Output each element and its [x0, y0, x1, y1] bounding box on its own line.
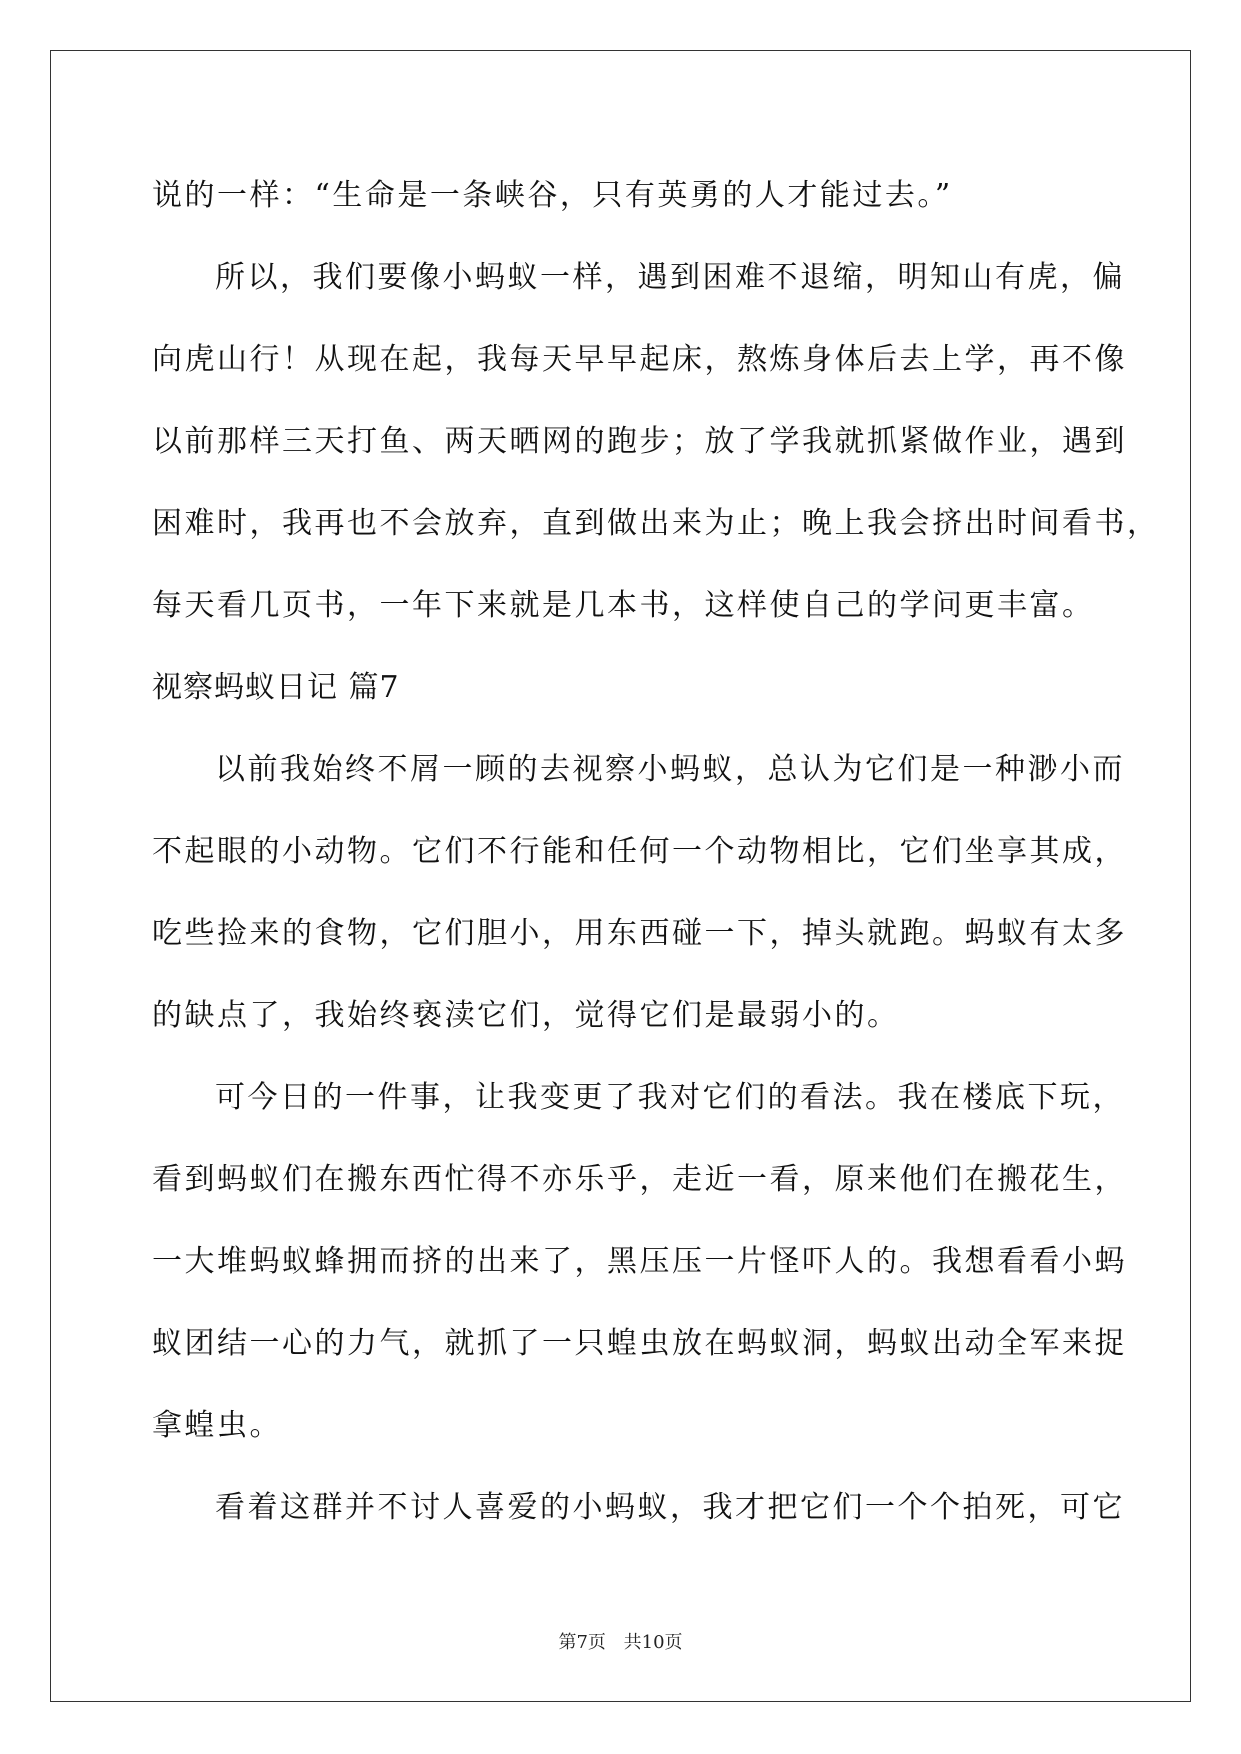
paragraph-start: 以前我始终不屑一顾的去视察小蚂蚁，总认为它们是一种渺小而 — [215, 752, 1125, 787]
page-footer — [0, 1628, 1241, 1654]
page-number: 第7页 — [558, 1632, 606, 1653]
paragraph-start: 所以，我们要像小蚂蚁一样，遇到困难不退缩，明知山有虎，偏 — [215, 260, 1125, 295]
text-line: 看到蚂蚁们在搬东西忙得不亦乐乎，走近一看，原来他们在搬花生， — [152, 1162, 1127, 1197]
text-line: 向虎山行！从现在起，我每天早早起床，熬炼身体后去上学，再不像 — [152, 342, 1127, 377]
text-line: 吃些捡来的食物，它们胆小，用东西碰一下，掉头就跑。蚂蚁有太多 — [152, 916, 1127, 951]
text-line: 困难时，我再也不会放弃，直到做出来为止；晚上我会挤出时间看书， — [152, 506, 1160, 541]
paragraph-start: 看着这群并不讨人喜爱的小蚂蚁，我才把它们一个个拍死，可它 — [215, 1490, 1125, 1525]
page-total: 共10页 — [623, 1632, 683, 1653]
document-body — [152, 155, 1160, 1549]
text-line: 说的一样：“生命是一条峡谷，只有英勇的人才能过去。” — [152, 178, 953, 213]
text-line: 以前那样三天打鱼、两天晒网的跑步；放了学我就抓紧做作业，遇到 — [152, 424, 1127, 459]
section-heading: 视察蚂蚁日记 篇7 — [152, 670, 400, 705]
text-line: 每天看几页书，一年下来就是几本书，这样使自己的学问更丰富。 — [152, 588, 1095, 623]
text-line: 一大堆蚂蚁蜂拥而挤的出来了，黑压压一片怪吓人的。我想看看小蚂 — [152, 1244, 1127, 1279]
text-line: 蚁团结一心的力气，就抓了一只蝗虫放在蚂蚁洞，蚂蚁出动全军来捉 — [152, 1326, 1127, 1361]
text-line: 的缺点了，我始终亵渎它们，觉得它们是最弱小的。 — [152, 998, 900, 1033]
text-line: 不起眼的小动物。它们不行能和任何一个动物相比，它们坐享其成， — [152, 834, 1127, 869]
paragraph-start: 可今日的一件事，让我变更了我对它们的看法。我在楼底下玩， — [215, 1080, 1125, 1115]
text-line: 拿蝗虫。 — [152, 1408, 282, 1443]
